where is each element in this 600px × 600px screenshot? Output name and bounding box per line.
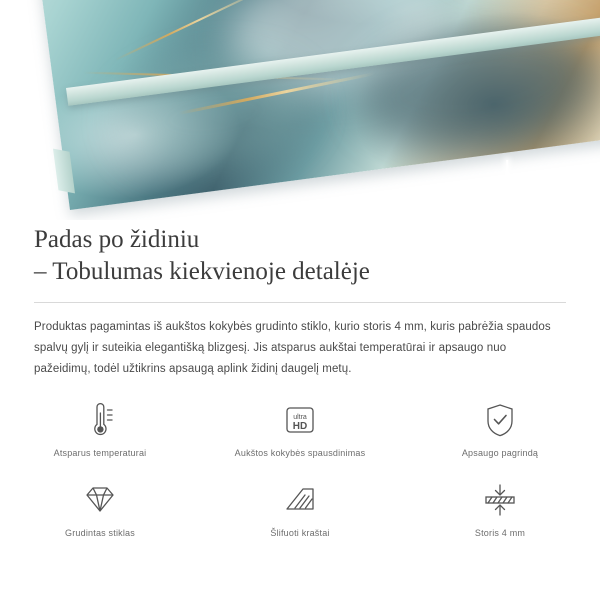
- headline-line-1: Padas po židiniu: [34, 226, 200, 253]
- headline-line-2: – Tobulumas kiekvienoje detalėje: [34, 258, 370, 285]
- ultra-hd-icon: [280, 398, 320, 442]
- svg-text:HD: HD: [292, 421, 308, 432]
- description-paragraph: Produktas pagamintas iš aukštos kokybės grudinto stiklo, kurio storis 4 mm, kuris pabrėžia spaudos spalvų gylį ir suteikia elegantišką blizgesį. Jis atsparus aukštai temperatūrai ir apsaugo nuo pažeidimų, todėl užtikrins apsaugą aplink židinį daugelį metų.: [34, 321, 551, 375]
- feature-label: Atsparus temperaturai: [53, 448, 147, 458]
- feature-item-thickness: [400, 478, 600, 558]
- feature-label: Storis 4 mm: [474, 528, 526, 538]
- page-title: [34, 224, 566, 288]
- feature-item-temperature-resistant: [0, 398, 200, 478]
- feature-item-print-quality: [200, 398, 400, 478]
- feature-label: Šlifuoti kraštai: [270, 528, 330, 538]
- feature-label: Apsaugo pagrindą: [461, 448, 539, 458]
- product-description-block: [0, 224, 600, 380]
- feature-list: [0, 398, 600, 558]
- divider: [34, 302, 566, 303]
- feature-label: Aukštos kokybės spausdinimas: [234, 448, 366, 458]
- svg-text:ultra: ultra: [293, 414, 307, 421]
- shield-check-icon: [482, 398, 518, 442]
- sparkle-icon: [516, 190, 540, 214]
- feature-item-polished-edges: [200, 478, 400, 558]
- hero-product-image: [0, 0, 600, 220]
- sparkle-icon: [352, 202, 368, 218]
- feature-item-surface-protection: [400, 398, 600, 478]
- feature-item-tempered-glass: [0, 478, 200, 558]
- gold-vein: [468, 0, 600, 10]
- diamond-icon: [80, 478, 120, 522]
- sparkle-icon: [486, 160, 528, 202]
- thickness-4mm-icon: [480, 478, 520, 522]
- thermometer-icon: [85, 398, 115, 442]
- polished-edges-icon: [281, 478, 319, 522]
- feature-label: Grudintas stiklas: [65, 528, 135, 538]
